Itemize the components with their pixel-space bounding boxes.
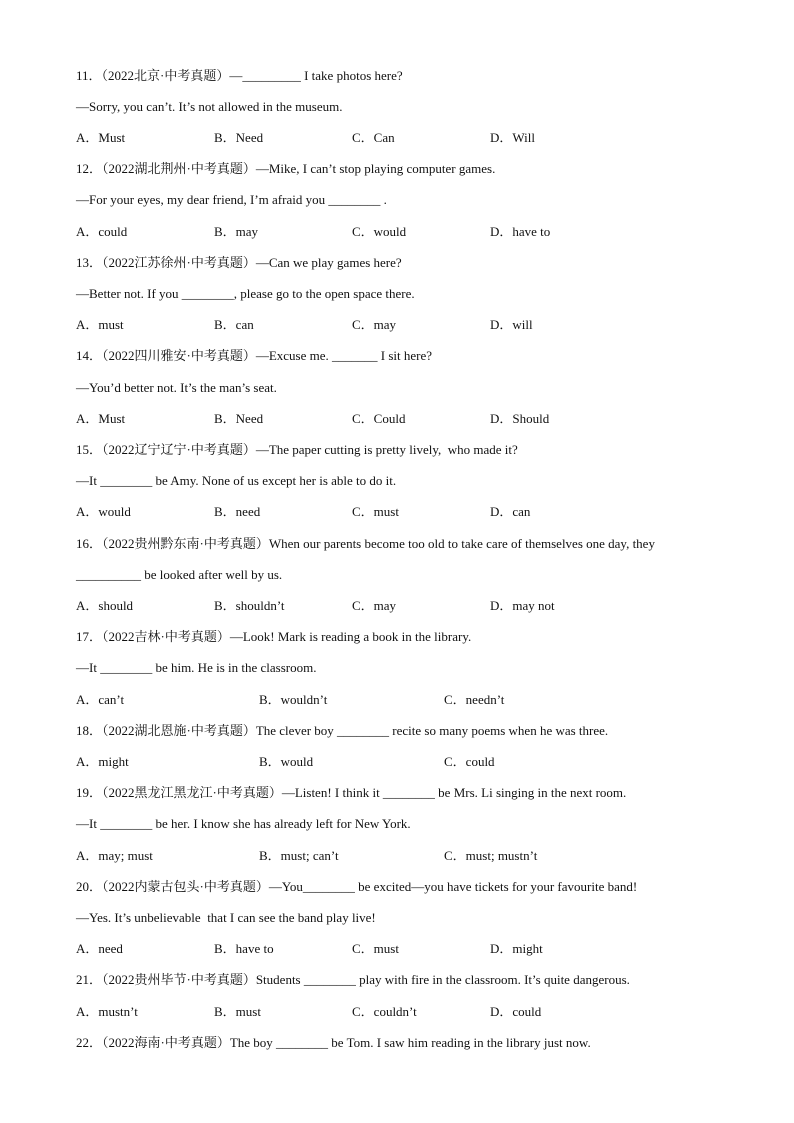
question-15-option-a: A．would — [76, 504, 131, 519]
question-16-stem: 16．（2022贵州黔东南·中考真题）When our parents become too old to take care of themselves one day, they — [76, 536, 655, 551]
question-19-option-b: B．must; can’t — [259, 848, 339, 863]
question-11-option-d: D．Will — [490, 130, 535, 145]
question-20-option-c: C．must — [352, 941, 399, 956]
question-17-option-b: B．wouldn’t — [259, 692, 328, 707]
question-17-option-c: C．needn’t — [444, 692, 505, 707]
question-19-option-a: A．may; must — [76, 848, 153, 863]
question-16-option-d: D．may not — [490, 598, 555, 613]
question-16-continuation: __________ be looked after well by us. — [76, 567, 283, 582]
question-13-stem: 13．（2022江苏徐州·中考真题）—Can we play games here? — [76, 255, 402, 270]
question-13-option-c: C．may — [352, 317, 397, 332]
question-15-stem: 15．（2022辽宁辽宁·中考真题）—The paper cutting is pretty lively, who made it? — [76, 442, 518, 457]
question-20-option-a: A．need — [76, 941, 123, 956]
question-19-dialogue: —It ________ be her. I know she has already left for New York. — [76, 816, 411, 831]
question-13-option-d: D．will — [490, 317, 533, 332]
question-12-option-c: C．would — [352, 224, 407, 239]
question-21-stem: 21．（2022贵州毕节·中考真题）Students ________ play with fire in the classroom. It’s quite dangerous. — [76, 972, 630, 987]
question-14-option-c: C．Could — [352, 411, 406, 426]
question-20-option-b: B．have to — [214, 941, 274, 956]
question-18-option-b: B．would — [259, 754, 314, 769]
question-17-dialogue: —It ________ be him. He is in the classroom. — [76, 660, 317, 675]
question-16-option-b: B．shouldn’t — [214, 598, 285, 613]
question-14-option-a: A．Must — [76, 411, 126, 426]
question-14-option-b: B．Need — [214, 411, 264, 426]
question-13-dialogue: —Better not. If you ________, please go to the open space there. — [76, 286, 415, 301]
question-11-dialogue: —Sorry, you can’t. It’s not allowed in the museum. — [76, 99, 343, 114]
question-13-option-b: B．can — [214, 317, 254, 332]
question-14-option-d: D．Should — [490, 411, 550, 426]
question-15-option-d: D．can — [490, 504, 531, 519]
question-15-dialogue: —It ________ be Amy. None of us except her is able to do it. — [76, 473, 397, 488]
question-18-stem: 18．（2022湖北恩施·中考真题）The clever boy ________ recite so many poems when he was three. — [76, 723, 609, 738]
question-17-option-a: A．can’t — [76, 692, 125, 707]
question-20-option-d: D．might — [490, 941, 543, 956]
question-14-dialogue: —You’d better not. It’s the man’s seat. — [76, 380, 277, 395]
question-12-dialogue: —For your eyes, my dear friend, I’m afraid you ________ . — [76, 192, 387, 207]
question-11-option-c: C．Can — [352, 130, 395, 145]
question-22-stem: 22．（2022海南·中考真题）The boy ________ be Tom. I saw him reading in the library just now. — [76, 1035, 591, 1050]
question-14-stem: 14．（2022四川雅安·中考真题）—Excuse me. _______ I sit here? — [76, 348, 433, 363]
question-19-option-c: C．must; mustn’t — [444, 848, 538, 863]
question-20-stem: 20．（2022内蒙古包头·中考真题）—You________ be excited—you have tickets for your favourite band! — [76, 879, 638, 894]
question-12-option-a: A．could — [76, 224, 128, 239]
question-20-dialogue: —Yes. It’s unbelievable that I can see the band play live! — [76, 910, 376, 925]
question-12-option-b: B．may — [214, 224, 259, 239]
question-11-stem: 11．（2022北京·中考真题）—_________ I take photos here? — [76, 68, 403, 83]
question-21-option-a: A．mustn’t — [76, 1004, 138, 1019]
question-11-option-b: B．Need — [214, 130, 264, 145]
question-16-option-a: A．should — [76, 598, 134, 613]
question-21-option-c: C．couldn’t — [352, 1004, 417, 1019]
question-18-option-a: A．might — [76, 754, 129, 769]
question-15-option-c: C．must — [352, 504, 399, 519]
question-12-option-d: D．have to — [490, 224, 551, 239]
question-17-stem: 17．（2022吉林·中考真题）—Look! Mark is reading a book in the library. — [76, 629, 472, 644]
question-19-stem: 19．（2022黑龙江黑龙江·中考真题）—Listen! I think it ________ be Mrs. Li singing in the next room. — [76, 785, 627, 800]
question-12-stem: 12．（2022湖北荆州·中考真题）—Mike, I can’t stop playing computer games. — [76, 161, 496, 176]
question-18-option-c: C．could — [444, 754, 495, 769]
question-21-option-d: D．could — [490, 1004, 542, 1019]
question-16-option-c: C．may — [352, 598, 397, 613]
question-11-option-a: A．Must — [76, 130, 126, 145]
question-21-option-b: B．must — [214, 1004, 261, 1019]
question-15-option-b: B．need — [214, 504, 261, 519]
question-13-option-a: A．must — [76, 317, 124, 332]
